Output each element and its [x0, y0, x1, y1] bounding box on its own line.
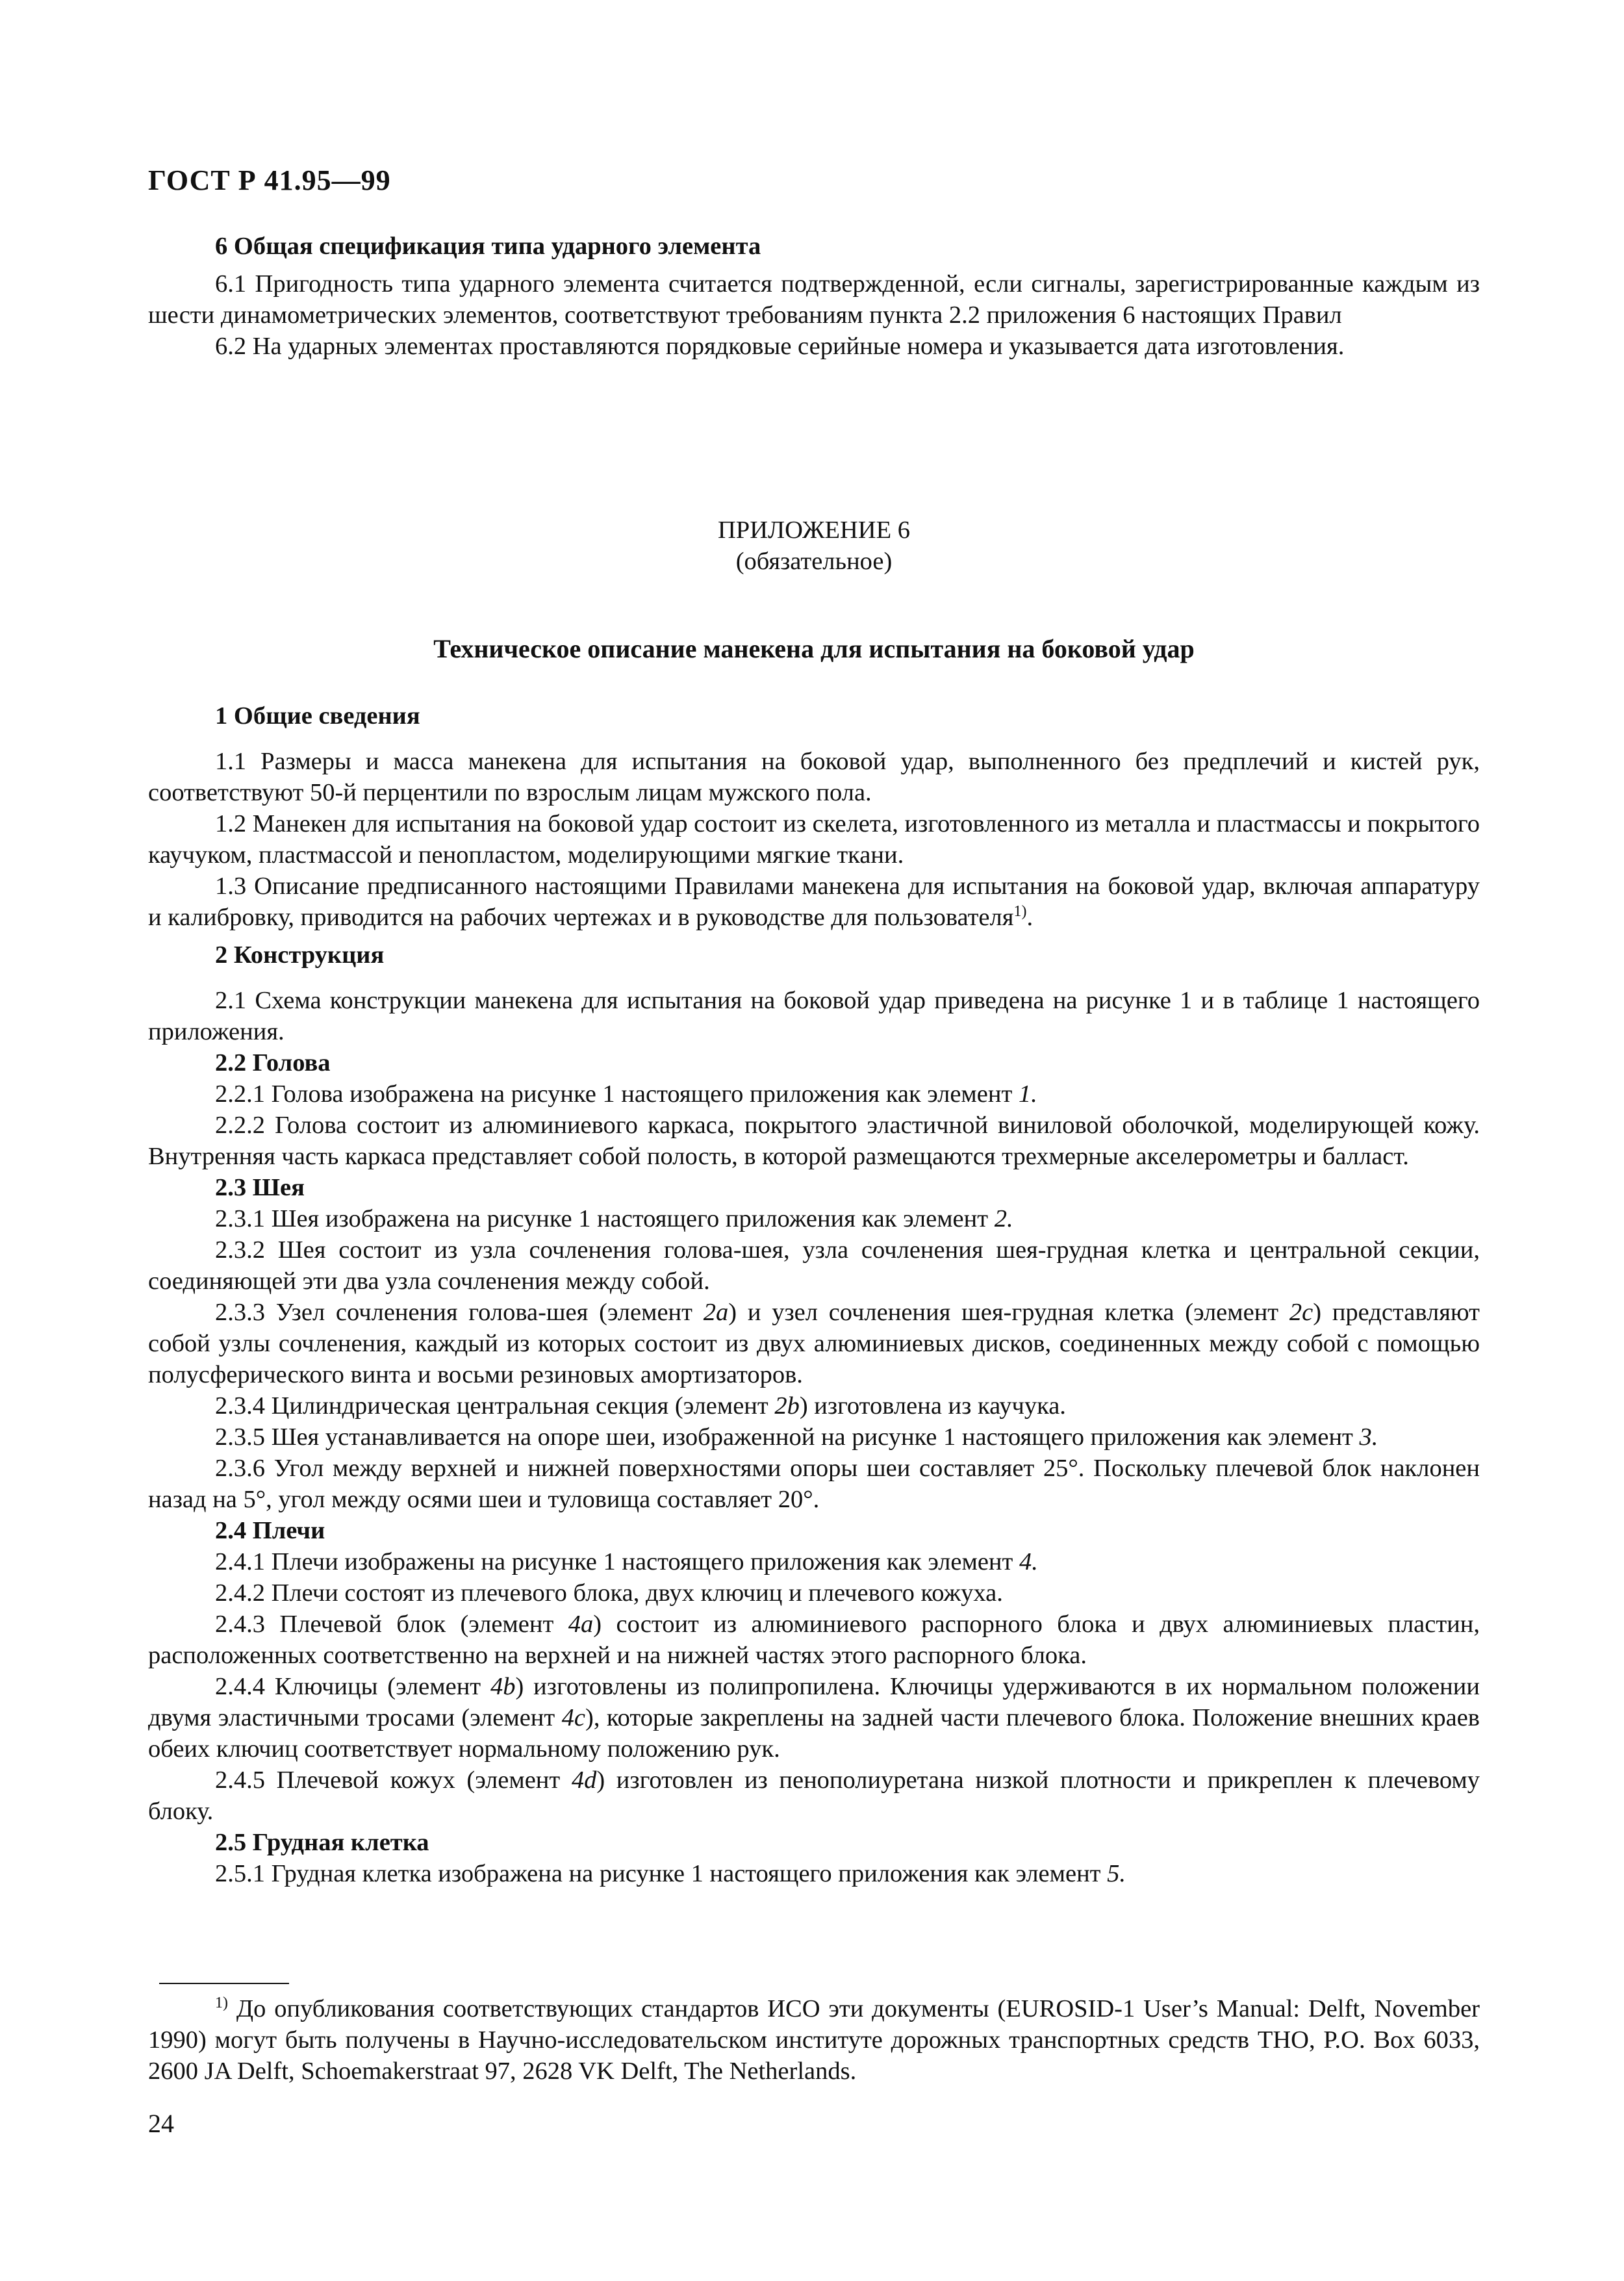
paragraph-2-4-1: 2.4.1 Плечи изображены на рисунке 1 настоящего приложения как элемент 4.	[215, 1548, 1038, 1575]
appendix-status: (обязательное)	[735, 548, 893, 575]
section-heading: 1 Общие сведения	[215, 702, 420, 730]
paragraph-2-4-5: 2.4.5 Плечевой кожух (элемент 4d) изготовлен из пенополиуретана низкой плотности и прикреплен к плечевому блоку.	[148, 1766, 1480, 1825]
page-number: 24	[148, 2109, 174, 2138]
section-6	[148, 231, 1480, 362]
document-header: ГОСТ Р 41.95—99	[148, 164, 391, 196]
paragraph-2-3-6: 2.3.6 Угол между верхней и нижней поверхностями опоры шеи составляет 25°. Поскольку плечевой блок наклонен назад на 5°, угол между осями шеи и туловища составляет 20°.	[148, 1455, 1480, 1513]
footnote-ref: 1)	[1013, 903, 1027, 921]
paragraph-2-5-1: 2.5.1 Грудная клетка изображена на рисунке 1 настоящего приложения как элемент 5.	[215, 1860, 1126, 1887]
section-heading: 6 Общая спецификация типа ударного элемента	[215, 233, 761, 260]
paragraph-2-4-4: 2.4.4 Ключицы (элемент 4b) изготовлены из полипропилена. Ключицы удерживаются в их нормальном положении двумя эластичными тросами (элемент 4c), которые закреплены на задней части плечевого блока. Положение внешних краев обеих ключиц соответствует нормальному положению рук.	[148, 1673, 1480, 1763]
paragraph-1-2: 1.2 Манекен для испытания на боковой удар состоит из скелета, изготовленного из металла и пластмассы и покрытого каучуком, пластмассой и пенопластом, моделирующими мягкие ткани.	[148, 810, 1480, 869]
paragraph-2-4-3: 2.4.3 Плечевой блок (элемент 4a) состоит из алюминиевого распорного блока и двух алюминиевых пластин, расположенных соответственно на верхней и на нижней частях этого распорного блока.	[148, 1611, 1480, 1669]
paragraph-2-3-2: 2.3.2 Шея состоит из узла сочленения голова-шея, узла сочленения шея-грудная клетка и центральной секции, соединяющей эти два узла сочленения между собой.	[148, 1236, 1480, 1295]
section-heading: 2 Конструкция	[215, 941, 385, 969]
paragraph-2-3-3: 2.3.3 Узел сочленения голова-шея (элемент 2a) и узел сочленения шея-грудная клетка (элемент 2c) представляют собой узлы сочленения, каждый из которых состоит из двух алюминиевых дисков, соединенных между собой с помощью полусферического винта и восьми резиновых амортизаторов.	[148, 1299, 1480, 1388]
footnote: $^{1)}$ До опубликования соответствующих стандартов ИСО эти документы (EUROSID-1 User’s Manual: Delft, November 1990) могут быть получены в Научно-исследовательском институте дорожных транспортных средств THO, P.O. Box 6033, 2600 JA Delft, Schoemakerstraat 97, 2628 VK Delft, The Netherlands.	[148, 1994, 1480, 2085]
subsection-heading: 2.3 Шея	[215, 1174, 305, 1201]
subsection-heading: 2.4 Плечи	[215, 1517, 325, 1544]
footnote-divider	[159, 1983, 289, 1984]
footnote-marker: 1)	[215, 1994, 228, 2012]
paragraph-1-1: 1.1 Размеры и масса манекена для испытания на боковой удар, выполненного без предплечий и кистей рук, соответствуют 50-й перцентили по взрослым лицам мужского пола.	[148, 748, 1480, 806]
subsection-heading: 2.5 Грудная клетка	[215, 1829, 429, 1856]
paragraph-1-3: 1.3 Описание предписанного настоящими Правилами манекена для испытания на боковой удар, включая аппаратуру и калибровку, приводится на рабочих чертежах и в руководстве для пользователя$^{1)}$.	[148, 873, 1480, 931]
paragraph-2-3-4: 2.3.4 Цилиндрическая центральная секция (элемент 2b) изготовлена из каучука.	[215, 1392, 1066, 1420]
paragraph-6-1: 6.1 Пригодность типа ударного элемента считается подтвержденной, если сигналы, зарегистрированные каждым из шести динамометрических элементов, соответствуют требованиям пункта 2.2 приложения 6 настоящих Правил	[148, 270, 1480, 329]
appendix-title: Техническое описание манекена для испытания на боковой удар	[433, 634, 1195, 663]
paragraph-2-2-2: 2.2.2 Голова состоит из алюминиевого каркаса, покрытого эластичной виниловой оболочкой, моделирующей кожу. Внутренняя часть каркаса представляет собой полость, в которой размещаются трехмерные акселерометры и балласт.	[148, 1112, 1480, 1170]
paragraph-2-3-5: 2.3.5 Шея устанавливается на опоре шеи, изображенной на рисунке 1 настоящего приложения как элемент 3.	[215, 1423, 1378, 1451]
appendix-body	[148, 700, 1480, 1889]
subsection-heading: 2.2 Голова	[215, 1049, 331, 1077]
appendix-label: ПРИЛОЖЕНИЕ 6	[718, 516, 910, 544]
paragraph-6-2: 6.2 На ударных элементах проставляются порядковые серийные номера и указывается дата изготовления.	[215, 333, 1345, 360]
paragraph-2-2-1: 2.2.1 Голова изображена на рисунке 1 настоящего приложения как элемент 1.	[215, 1080, 1037, 1108]
paragraph-2-3-1: 2.3.1 Шея изображена на рисунке 1 настоящего приложения как элемент 2.	[215, 1205, 1013, 1232]
paragraph-2-1: 2.1 Схема конструкции манекена для испытания на боковой удар приведена на рисунке 1 и в таблице 1 настоящего приложения.	[148, 987, 1480, 1045]
paragraph-2-4-2: 2.4.2 Плечи состоят из плечевого блока, двух ключиц и плечевого кожуха.	[215, 1579, 1003, 1607]
